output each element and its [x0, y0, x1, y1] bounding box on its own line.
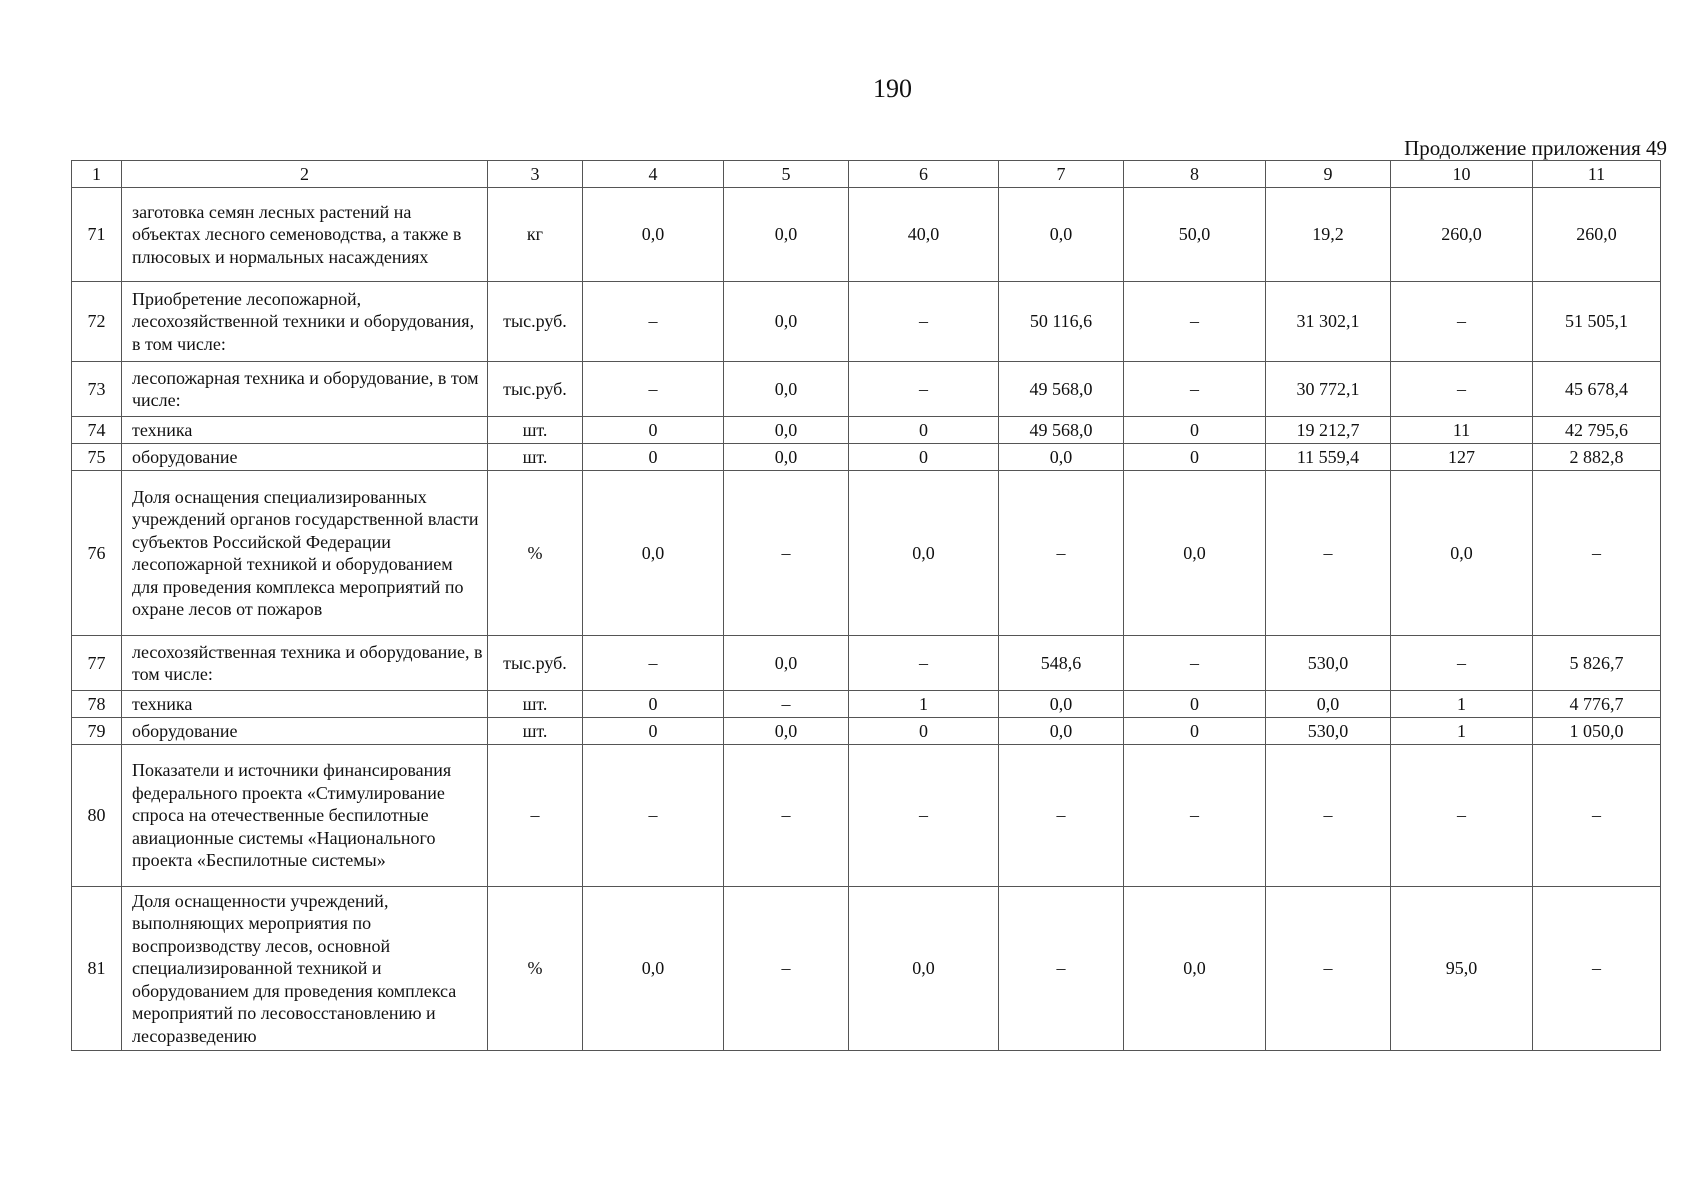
- row-value-cell: 51 505,1: [1533, 282, 1661, 362]
- row-value-cell: 0,0: [1124, 887, 1266, 1051]
- row-value-cell: 0: [583, 417, 724, 444]
- row-value-cell: –: [1124, 282, 1266, 362]
- row-value-cell: 50,0: [1124, 188, 1266, 282]
- row-unit-cell: шт.: [488, 444, 583, 471]
- row-value-cell: 1: [849, 691, 999, 718]
- row-value-cell: 0,0: [724, 188, 849, 282]
- row-value-cell: 45 678,4: [1533, 362, 1661, 417]
- row-value-cell: –: [724, 691, 849, 718]
- row-value-cell: –: [849, 282, 999, 362]
- row-value-cell: 260,0: [1391, 188, 1533, 282]
- row-unit-cell: %: [488, 887, 583, 1051]
- table-body: [72, 161, 1661, 1051]
- row-unit-cell: кг: [488, 188, 583, 282]
- row-value-cell: 0: [849, 718, 999, 745]
- row-value-cell: 0,0: [724, 362, 849, 417]
- row-value-cell: –: [999, 745, 1124, 887]
- row-value-cell: 0,0: [1391, 471, 1533, 636]
- row-number-cell: 71: [72, 188, 122, 282]
- row-value-cell: 0,0: [999, 691, 1124, 718]
- row-value-cell: 42 795,6: [1533, 417, 1661, 444]
- row-description-cell: заготовка семян лесных растений на объектах лесного семеноводства, а также в плюсовых и нормальных насаждениях: [122, 188, 488, 282]
- row-value-cell: –: [1533, 745, 1661, 887]
- row-description-cell: Показатели и источники финансирования федерального проекта «Стимулирование спроса на отечественные беспилотные авиационные системы «Национального проекта «Беспилотные системы»: [122, 745, 488, 887]
- row-value-cell: 530,0: [1266, 718, 1391, 745]
- row-unit-cell: –: [488, 745, 583, 887]
- row-description-cell: Доля оснащения специализированных учреждений органов государственной власти субъектов Российской Федерации лесопожарной техникой и оборудованием для проведения комплекса мероприятий по охране лесов от пожаров: [122, 471, 488, 636]
- row-description-cell: лесопожарная техника и оборудование, в том числе:: [122, 362, 488, 417]
- row-number-cell: 75: [72, 444, 122, 471]
- row-value-cell: 19 212,7: [1266, 417, 1391, 444]
- row-value-cell: –: [849, 362, 999, 417]
- row-value-cell: 0,0: [724, 444, 849, 471]
- row-number-cell: 80: [72, 745, 122, 887]
- row-number-cell: 76: [72, 471, 122, 636]
- column-header: 3: [488, 161, 583, 188]
- row-description-cell: техника: [122, 691, 488, 718]
- row-value-cell: 0,0: [724, 417, 849, 444]
- row-value-cell: 2 882,8: [1533, 444, 1661, 471]
- row-value-cell: –: [1391, 745, 1533, 887]
- row-value-cell: 127: [1391, 444, 1533, 471]
- table-row: [72, 362, 1661, 417]
- row-value-cell: 5 826,7: [1533, 636, 1661, 691]
- row-description-cell: техника: [122, 417, 488, 444]
- row-value-cell: –: [1533, 471, 1661, 636]
- row-value-cell: –: [724, 745, 849, 887]
- row-value-cell: –: [724, 471, 849, 636]
- row-value-cell: 0,0: [583, 471, 724, 636]
- row-number-cell: 81: [72, 887, 122, 1051]
- column-header: 10: [1391, 161, 1533, 188]
- row-value-cell: 548,6: [999, 636, 1124, 691]
- row-value-cell: 0: [1124, 444, 1266, 471]
- row-value-cell: 0,0: [724, 282, 849, 362]
- row-value-cell: 0,0: [1124, 471, 1266, 636]
- row-value-cell: 49 568,0: [999, 417, 1124, 444]
- row-value-cell: 1: [1391, 718, 1533, 745]
- column-header: 9: [1266, 161, 1391, 188]
- row-value-cell: 0: [583, 444, 724, 471]
- row-description-cell: Доля оснащенности учреждений, выполняющих мероприятия по воспроизводству лесов, основной специализированной техникой и оборудованием для проведения комплекса мероприятий по лесовосстановлению и лесоразведению: [122, 887, 488, 1051]
- row-value-cell: 0: [1124, 691, 1266, 718]
- table-row: [72, 691, 1661, 718]
- table-row: [72, 636, 1661, 691]
- row-value-cell: –: [1266, 471, 1391, 636]
- row-value-cell: 11: [1391, 417, 1533, 444]
- table-row: [72, 282, 1661, 362]
- row-value-cell: –: [583, 282, 724, 362]
- row-description-cell: Приобретение лесопожарной, лесохозяйственной техники и оборудования, в том числе:: [122, 282, 488, 362]
- row-value-cell: –: [1266, 745, 1391, 887]
- row-value-cell: 49 568,0: [999, 362, 1124, 417]
- row-value-cell: 0,0: [999, 188, 1124, 282]
- page-number: 190: [873, 74, 912, 103]
- row-value-cell: –: [1391, 362, 1533, 417]
- table-header-row: [72, 161, 1661, 188]
- row-value-cell: 0: [1124, 718, 1266, 745]
- column-header: 1: [72, 161, 122, 188]
- row-value-cell: 40,0: [849, 188, 999, 282]
- continuation-label: Продолжение приложения 49: [1404, 136, 1667, 160]
- row-value-cell: 260,0: [1533, 188, 1661, 282]
- row-number-cell: 73: [72, 362, 122, 417]
- row-number-cell: 77: [72, 636, 122, 691]
- row-value-cell: 0,0: [849, 887, 999, 1051]
- column-header: 7: [999, 161, 1124, 188]
- row-value-cell: –: [1533, 887, 1661, 1051]
- row-value-cell: –: [724, 887, 849, 1051]
- row-description-cell: лесохозяйственная техника и оборудование, в том числе:: [122, 636, 488, 691]
- row-unit-cell: тыс.руб.: [488, 636, 583, 691]
- row-description-cell: оборудование: [122, 718, 488, 745]
- row-value-cell: –: [1266, 887, 1391, 1051]
- table-row: [72, 471, 1661, 636]
- column-header: 11: [1533, 161, 1661, 188]
- column-header: 2: [122, 161, 488, 188]
- row-value-cell: –: [1391, 636, 1533, 691]
- row-number-cell: 79: [72, 718, 122, 745]
- row-value-cell: 0,0: [849, 471, 999, 636]
- row-unit-cell: шт.: [488, 718, 583, 745]
- row-value-cell: –: [999, 887, 1124, 1051]
- row-value-cell: 530,0: [1266, 636, 1391, 691]
- row-value-cell: 19,2: [1266, 188, 1391, 282]
- row-value-cell: 0: [583, 691, 724, 718]
- data-table: [71, 160, 1661, 1051]
- row-value-cell: 0,0: [583, 188, 724, 282]
- row-value-cell: –: [583, 362, 724, 417]
- row-value-cell: 30 772,1: [1266, 362, 1391, 417]
- table-row: [72, 188, 1661, 282]
- row-value-cell: 0: [849, 417, 999, 444]
- row-unit-cell: шт.: [488, 691, 583, 718]
- row-value-cell: 1: [1391, 691, 1533, 718]
- column-header: 5: [724, 161, 849, 188]
- row-value-cell: 0,0: [724, 718, 849, 745]
- column-header: 4: [583, 161, 724, 188]
- row-value-cell: 0: [1124, 417, 1266, 444]
- row-value-cell: –: [1124, 745, 1266, 887]
- row-unit-cell: тыс.руб.: [488, 282, 583, 362]
- row-value-cell: 1 050,0: [1533, 718, 1661, 745]
- column-header: 6: [849, 161, 999, 188]
- row-unit-cell: тыс.руб.: [488, 362, 583, 417]
- row-value-cell: 11 559,4: [1266, 444, 1391, 471]
- table-row: [72, 887, 1661, 1051]
- row-unit-cell: %: [488, 471, 583, 636]
- table-row: [72, 745, 1661, 887]
- row-value-cell: 95,0: [1391, 887, 1533, 1051]
- row-value-cell: 50 116,6: [999, 282, 1124, 362]
- row-value-cell: –: [849, 636, 999, 691]
- row-value-cell: –: [1124, 362, 1266, 417]
- row-number-cell: 72: [72, 282, 122, 362]
- row-value-cell: –: [583, 636, 724, 691]
- row-value-cell: 31 302,1: [1266, 282, 1391, 362]
- row-value-cell: 0,0: [999, 718, 1124, 745]
- row-value-cell: 0,0: [999, 444, 1124, 471]
- row-value-cell: 0,0: [1266, 691, 1391, 718]
- row-number-cell: 74: [72, 417, 122, 444]
- row-description-cell: оборудование: [122, 444, 488, 471]
- row-value-cell: 0: [583, 718, 724, 745]
- row-value-cell: –: [1391, 282, 1533, 362]
- row-number-cell: 78: [72, 691, 122, 718]
- table-row: [72, 718, 1661, 745]
- row-value-cell: 0: [849, 444, 999, 471]
- table-row: [72, 417, 1661, 444]
- row-value-cell: 4 776,7: [1533, 691, 1661, 718]
- row-value-cell: 0,0: [583, 887, 724, 1051]
- row-value-cell: –: [1124, 636, 1266, 691]
- row-value-cell: –: [583, 745, 724, 887]
- row-value-cell: –: [999, 471, 1124, 636]
- row-value-cell: –: [849, 745, 999, 887]
- row-value-cell: 0,0: [724, 636, 849, 691]
- row-unit-cell: шт.: [488, 417, 583, 444]
- column-header: 8: [1124, 161, 1266, 188]
- table-row: [72, 444, 1661, 471]
